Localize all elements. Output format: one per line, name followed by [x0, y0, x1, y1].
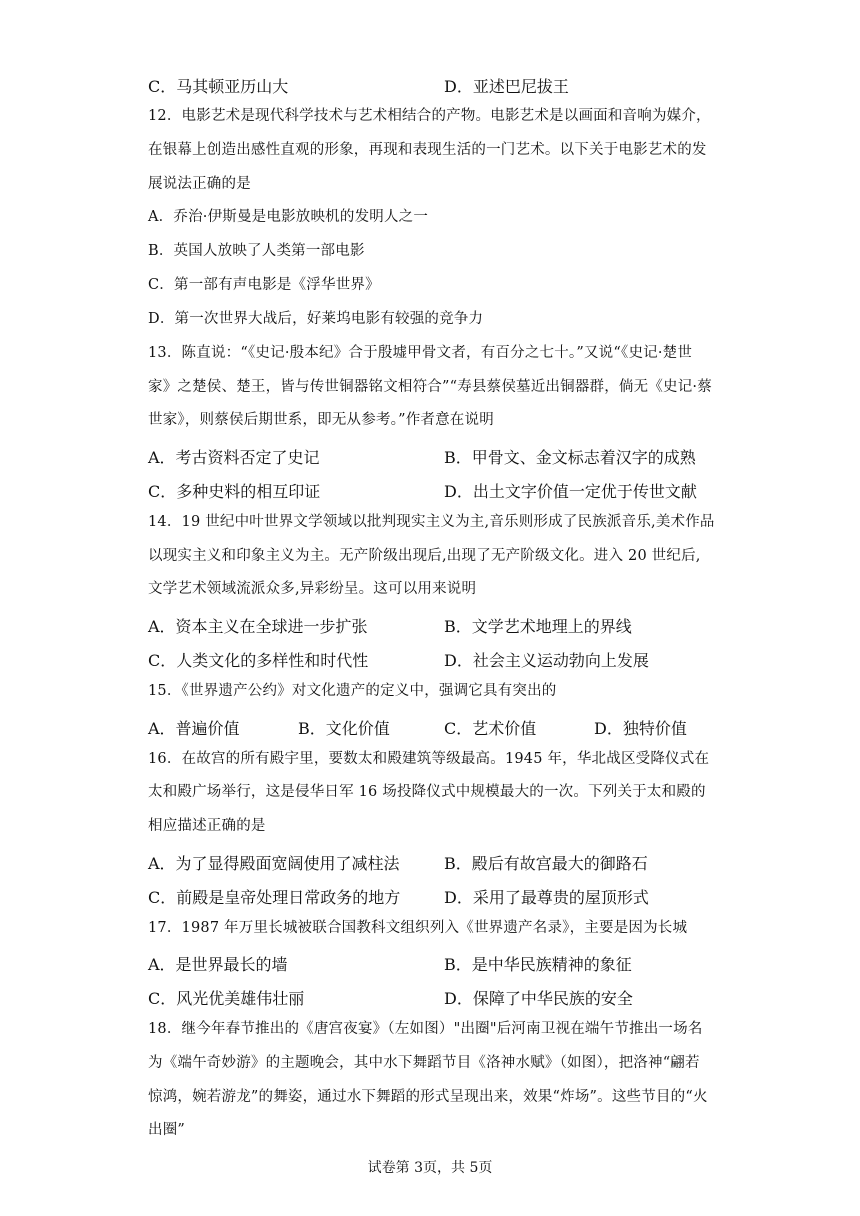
q17-option-d: D．保障了中华民族的安全	[444, 989, 633, 1008]
q16-stem-line: 太和殿广场举行，这是侵华日军 16 场投降仪式中规模最大的一次。下列关于太和殿的	[148, 784, 706, 800]
q12-stem-line: 12．电影艺术是现代科学技术与艺术相结合的产物。电影艺术是以画面和音响为媒介，	[148, 108, 711, 124]
q15-option-c: C．艺术价值	[444, 719, 537, 738]
q17-option-c: C．风光优美雄伟壮丽	[148, 989, 305, 1008]
q13-stem-line: 13．陈直说：“《史记·殷本纪》合于殷墟甲骨文者，有百分之七十。”又说“《史记·楚世	[148, 345, 693, 361]
q14-stem-line: 文学艺术领域流派众多,异彩纷呈。这可以用来说明	[148, 581, 477, 597]
q16-options-row	[148, 885, 748, 907]
q18-stem-line: 惊鸿，婉若游龙”的舞姿，通过水下舞蹈的形式呈现出来，效果“炸场”。这些节目的“火	[148, 1089, 708, 1105]
q15-option-d: D．独特价值	[594, 719, 687, 738]
q13-option-a: A．考古资料否定了史记	[148, 448, 320, 467]
q15-option-b: B．文化价值	[298, 719, 390, 738]
q14-options-row	[148, 614, 748, 636]
q18-stem-line: 为《端午奇妙游》的主题晚会，其中水下舞蹈节目《洛神水赋》（如图），把洛神“翩若	[148, 1055, 700, 1071]
q18-stem-line: 18．继今年春节推出的《唐宫夜宴》（左如图）"出圈"后河南卫视在端午节推出一场名	[148, 1021, 703, 1037]
q15-options-row	[148, 716, 748, 738]
q14-option-a: A．资本主义在全球进一步扩张	[148, 617, 368, 636]
q12-option-b: B．英国人放映了人类第一部电影	[148, 243, 365, 259]
q12-stem-line: 展说法正确的是	[148, 176, 251, 192]
q14-option-b: B．文学艺术地理上的界线	[444, 617, 632, 636]
q16-stem-line: 16．在故宫的所有殿宇里，要数太和殿建筑等级最高。1945 年，华北战区受降仪式在	[148, 751, 710, 767]
q15-stem-line: 15．《世界遗产公约》对文化遗产的定义中，强调它具有突出的	[148, 683, 557, 699]
q14-stem-line: 14．19 世纪中叶世界文学领域以批判现实主义为主,音乐则形成了民族派音乐,美术作品	[148, 514, 715, 530]
q13-stem-line: 家》之楚侯、楚王，皆与传世铜器铭文相符合”“寿县蔡侯墓近出铜器群，倘无《史记·蔡	[148, 379, 712, 395]
q16-option-a: A．为了显得殿面宽阔使用了减柱法	[148, 854, 400, 873]
page-footer: 试卷第 3页，共 5页	[367, 1160, 493, 1176]
q13-option-d: D．出土文字价值一定优于传世文献	[444, 482, 697, 501]
q15-option-a: A．普遍价值	[148, 719, 240, 738]
q17-options-row	[148, 986, 748, 1008]
q17-option-b: B．是中华民族精神的象征	[444, 955, 632, 974]
q14-options-row	[148, 648, 748, 670]
q12-stem-line: 在银幕上创造出感性直观的形象，再现和表现生活的一门艺术。以下关于电影艺术的发	[148, 142, 707, 158]
q17-options-row	[148, 952, 748, 974]
q16-stem-line: 相应描述正确的是	[148, 818, 266, 834]
q18-stem-line: 出圈”	[148, 1122, 186, 1138]
q17-stem-line: 17．1987 年万里长城被联合国教科文组织列入《世界遗产名录》，主要是因为长城	[148, 920, 688, 936]
q17-option-a: A．是世界最长的墙	[148, 955, 288, 974]
q13-options-row	[148, 479, 748, 501]
q16-options-row	[148, 851, 748, 873]
q11-option-c: C．马其顿亚历山大	[148, 77, 289, 96]
q13-stem-line: 世家》，则蔡侯后期世系，即无从参考。”作者意在说明	[148, 412, 494, 428]
q11-options-row	[148, 74, 748, 96]
q13-option-c: C．多种史料的相互印证	[148, 482, 321, 501]
q11-option-d: D．亚述巴尼拔王	[444, 77, 569, 96]
q16-option-b: B．殿后有故宫最大的御路石	[444, 854, 648, 873]
q14-stem-line: 以现实主义和印象主义为主。无产阶级出现后,出现了无产阶级文化。进入 20 世纪后,	[148, 548, 701, 564]
q12-option-d: D．第一次世界大战后，好莱坞电影有较强的竞争力	[148, 311, 484, 327]
q16-option-c: C．前殿是皇帝处理日常政务的地方	[148, 888, 401, 907]
q16-option-d: D．采用了最尊贵的屋顶形式	[444, 888, 649, 907]
q13-options-row	[148, 445, 748, 467]
q12-option-a: A．乔治·伊斯曼是电影放映机的发明人之一	[148, 209, 429, 225]
q14-option-d: D．社会主义运动勃向上发展	[444, 651, 649, 670]
q14-option-c: C．人类文化的多样性和时代性	[148, 651, 369, 670]
q13-option-b: B．甲骨文、金文标志着汉字的成熟	[444, 448, 696, 467]
q12-option-c: C．第一部有声电影是《浮华世界》	[148, 277, 380, 293]
